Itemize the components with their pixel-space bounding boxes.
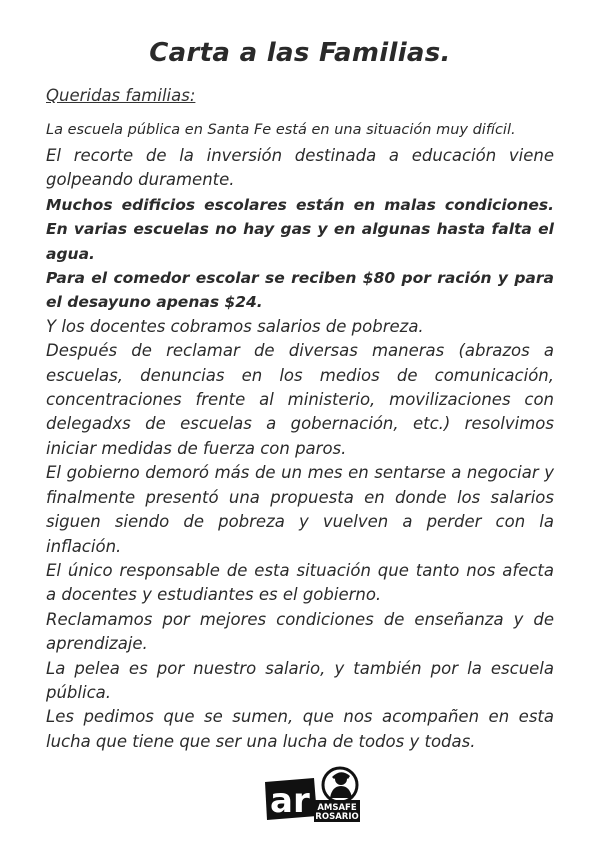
paragraph-8: El único responsable de esta situación que tanto nos afecta a docentes y estudiantes es el gobierno.	[46, 560, 554, 605]
paragraph-11: Les pedimos que se sumen, que nos acompañen en esta lucha que tiene que ser una lucha de todos y todas.	[46, 707, 554, 751]
paragraph-6: Después de reclamar de diversas maneras (abrazos a escuelas, denuncias en los medios de comunicación, concentraciones frente al ministerio, movilizaciones con delegadxs de escuelas a gobernación, etc.) resolvimos iniciar medidas de fuerza con paros.	[46, 341, 554, 458]
paragraph-7: El gobierno demoró más de un mes en sentarse a negociar y finalmente presentó una propuesta en donde los salarios siguen siendo de pobreza y vuelven a perder con la inflación.	[46, 463, 554, 556]
paragraph-2: El recorte de la inversión destinada a educación viene golpeando duramente.	[46, 146, 554, 190]
paragraph-9: Reclamamos por mejores condiciones de enseñanza y de aprendizaje.	[46, 609, 554, 654]
paragraph-3: Muchos edificios escolares están en malas condiciones. En varias escuelas no hay gas y en algunas hasta falta el agua.	[46, 195, 554, 263]
paragraph-4: Para el comedor escolar se reciben $80 por ración y para el desayuno apenas $24.	[46, 269, 554, 312]
paragraph-10: La pelea es por nuestro salario, y también por la escuela pública.	[46, 658, 554, 702]
letter-title: Carta a las Familias.	[149, 38, 451, 68]
logo-line-1: AMSAFE	[317, 803, 357, 813]
letter-body	[46, 118, 554, 754]
logo-line-2: ROSARIO	[315, 812, 359, 822]
paragraph-5: Y los docentes cobramos salarios de pobreza.	[46, 316, 424, 336]
logo-letters: ar	[270, 781, 310, 821]
salutation: Queridas familias:	[46, 86, 196, 105]
amsafe-rosario-logo	[262, 766, 362, 824]
paragraph-1: La escuela pública en Santa Fe está en una situación muy difícil.	[46, 122, 516, 138]
